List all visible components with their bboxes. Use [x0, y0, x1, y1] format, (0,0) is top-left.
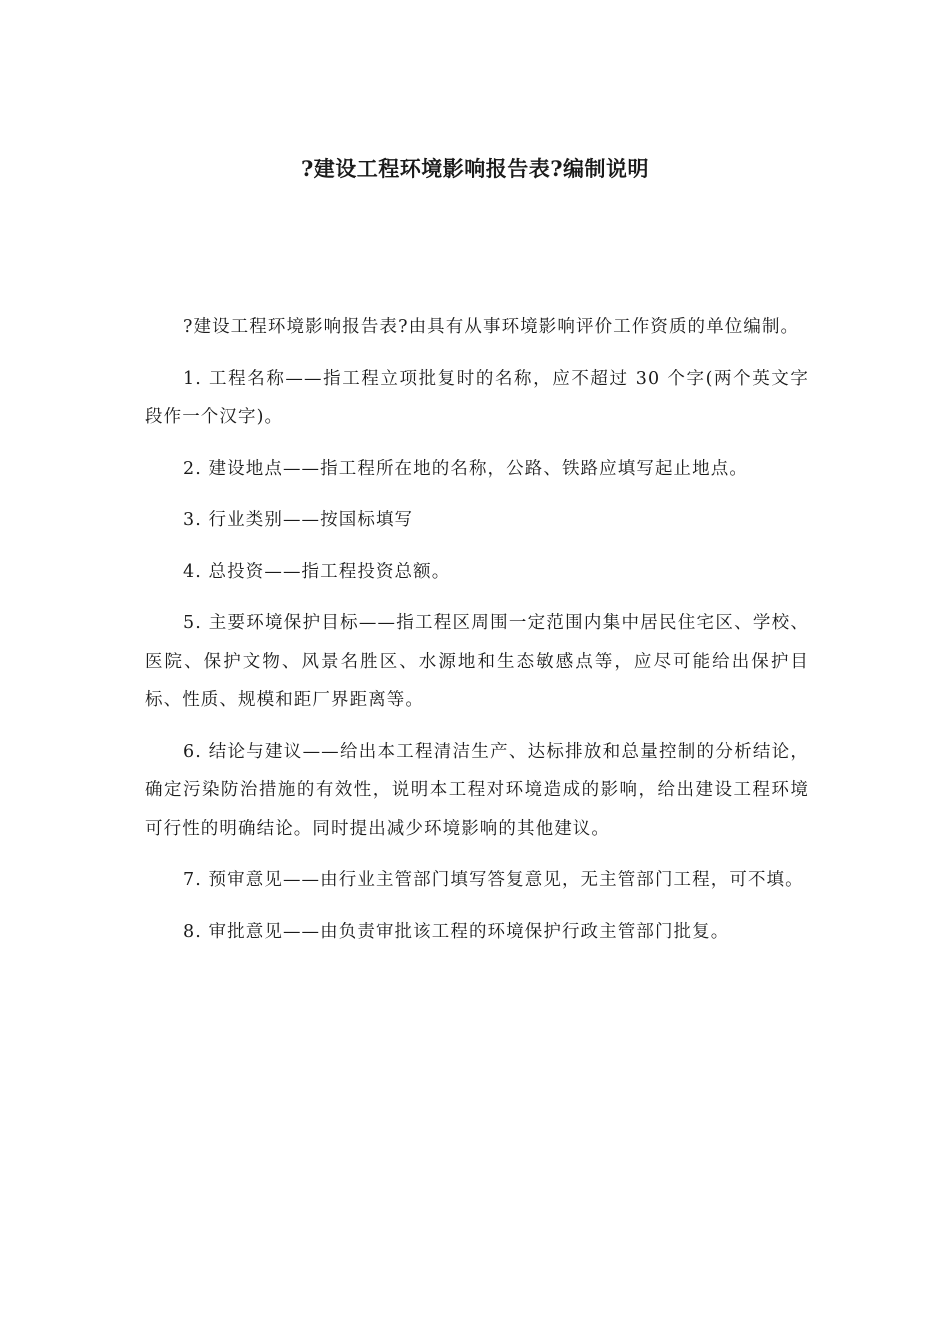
- item-total-investment: 4. 总投资——指工程投资总额。: [183, 561, 451, 582]
- item-construction-site: 2. 建设地点——指工程所在地的名称，公路、铁路应填写起止地点。: [183, 458, 748, 479]
- item-conclusions: 6. 结论与建议——给出本工程清洁生产、达标排放和总量控制的分析结论，确定污染防治措施的有效性，说明本工程对环境造成的影响，给出建设工程环境可行性的明确结论。同时提出减少环境影响的其他建议。: [145, 741, 809, 839]
- document-title: ?建设工程环境影响报告表?编制说明: [300, 156, 650, 181]
- item-project-name: 1. 工程名称——指工程立项批复时的名称，应不超过 30 个字(两个英文字段作一个汉字)。: [145, 368, 809, 427]
- item-approval-opinion: 8. 审批意见——由负责审批该工程的环境保护行政主管部门批复。: [183, 921, 730, 942]
- item-industry-category: 3. 行业类别——按国标填写: [183, 510, 414, 530]
- item-preliminary-review: 7. 预审意见——由行业主管部门填写答复意见，无主管部门工程，可不填。: [183, 870, 804, 890]
- document-body: [145, 308, 809, 964]
- item-protection-targets: 5. 主要环境保护目标——指工程区周围一定范围内集中居民住宅区、学校、医院、保护文物、风景名胜区、水源地和生态敏感点等，应尽可能给出保护目标、性质、规模和距厂界距离等。: [145, 613, 809, 710]
- intro-paragraph: ?建设工程环境影响报告表?由具有从事环境影响评价工作资质的单位编制。: [183, 317, 800, 337]
